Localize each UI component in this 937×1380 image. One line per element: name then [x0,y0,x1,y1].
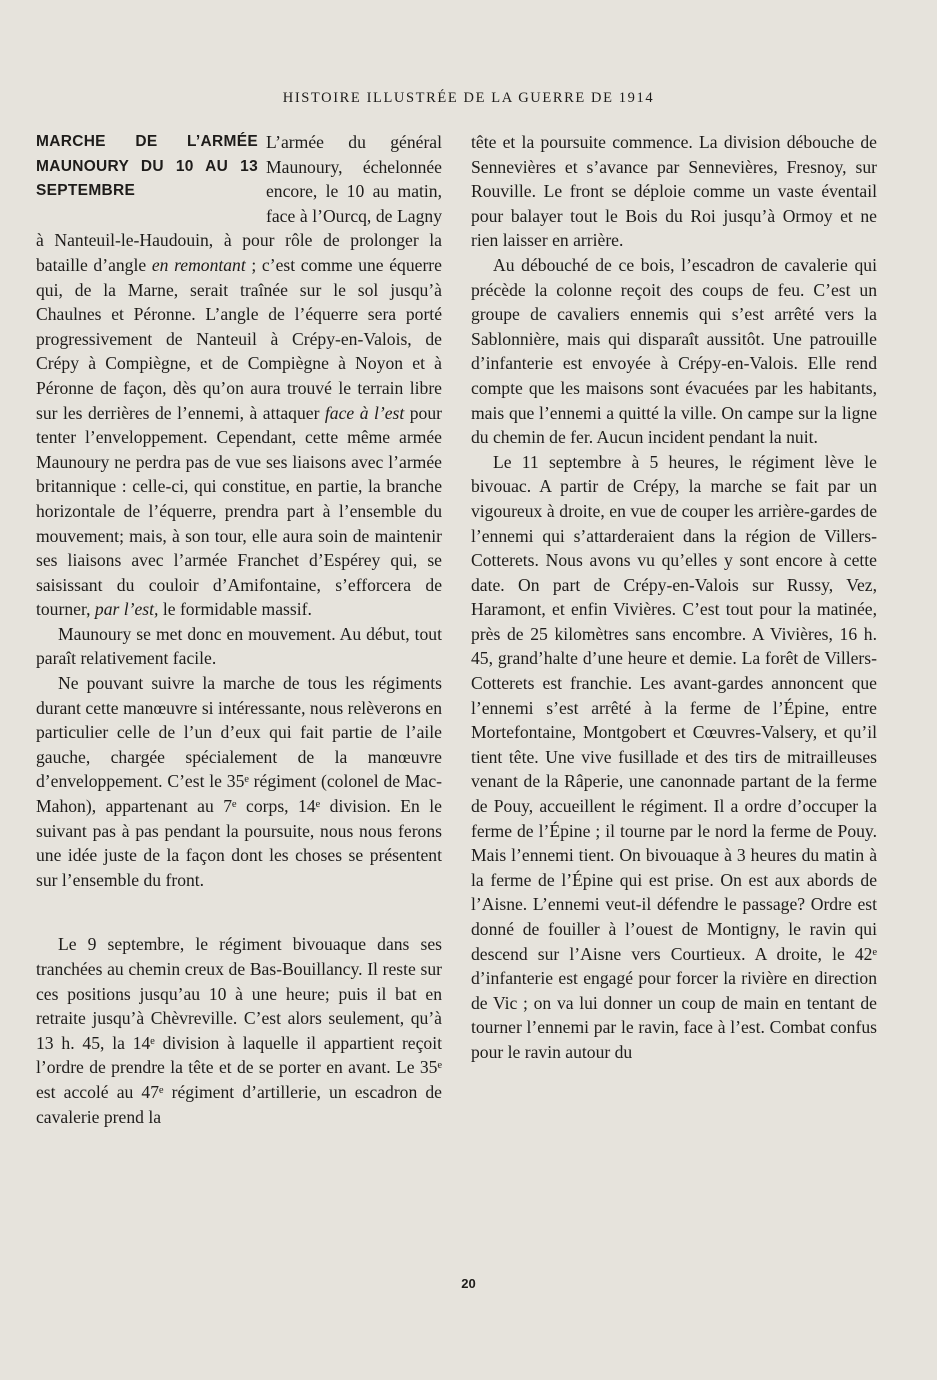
section-title: MARCHE DE L’ARMÉE MAUNOURY DU 10 AU 13 SEPTEMBRE [36,133,258,200]
emphasis: en remontant [151,254,246,275]
paragraph: tête et la poursuite commence. La division débouche de Sennevières et s’avance par Sennevières, Fresnoy, sur Rouville. Le front se déploie comme un vaste éventail pour balayer tout le Bois du Roi jusqu’à Ormoy et ne rien laisser en arrière. [471,132,877,251]
running-header: HISTOIRE ILLUSTRÉE DE LA GUERRE DE 1914 [282,90,655,106]
paragraph: Le 9 septembre, le régiment bivouaque dans ses tranchées au chemin creux de Bas-Bouillancy. Il reste sur ces positions jusqu’au 10 à une heure; puis il bat en retraite jusqu’à Chèvreville. C’est alors seulement, qu’à 13 h. 45, la 14ᵉ division à laquelle il appartient reçoit l’ordre de prendre la tête et de se porter en avant. Le 35ᵉ est accolé au 47ᵉ régiment d’artillerie, un escadron de cavalerie prend la [36,934,442,1127]
paragraph: Ne pouvant suivre la marche de tous les régiments durant cette manœuvre si intéressante, nous relèverons en particulier celle de l’un d’eux qui fait partie de l’aile gauche, chargée spécialement de la manœuvre d’enveloppement. C’est le 35ᵉ régiment (colonel de Mac-Mahon), appartenant au 7ᵉ corps, 14ᵉ division. En le suivant pas à pas pendant la poursuite, nous nous ferons une idée juste de la façon dont les choses se présentent sur l’ensemble du front. [36,673,442,890]
section-gap [36,892,442,932]
paragraph: Au débouché de ce bois, l’escadron de cavalerie qui précède la colonne reçoit des coups de feu. C’est un groupe de cavaliers ennemis qui s’est arrêté vers la Sablonnière, mais qui disparaît aussitôt. Une patrouille d’infanterie est envoyée à Crépy-en-Valois. Elle rend compte que les maisons sont évacuées par les habitants, mais que l’ennemi a quitté la ville. On campe sur la ligne du chemin de fer. Aucun incident pendant la nuit. [471,254,877,448]
right-column [471,130,877,1065]
paragraph: Le 11 septembre à 5 heures, le régiment lève le bivouac. A partir de Crépy, la marche se fait par un vigoureux à droite, en vue de couper les arrière-gardes de l’ennemi qui s’attarderaient dans la région de Villers-Cotterets. Nous avons vu qu’elles y sont encore à cette date. On part de Crépy-en-Valois sur Russy, Vez, Haramont, et enfin Vivières. C’est tout pour la matinée, près de 25 kilomètres sans encombre. A Vivières, 16 h. 45, grand’halte d’une heure et demie. La forêt de Villers-Cotterets est franchie. Les avant-gardes annoncent que l’ennemi s’est arrêté à la ferme de l’Épine, entre Mortefontaine, Montgobert et Cœuvres-Valsery, et qu’il tient tête. Une vive fusillade et des tirs de mitrailleuses venant de la Râperie, une canonnade partant de la ferme de Pouy, accueillent le régiment. Il a ordre d’occuper la ferme de l’Épine ; il tourne par le nord la ferme de Pouy. Mais l’ennemi tient. On bivouaque à 3 heures du matin à la ferme de l’Épine qui est prise. On est aux abords de l’Aisne. L’ennemi veut-il défendre le passage? Ordre est donné de fouiller à l’ouest de Montigny, le ravin qui descend sur l’Aisne vers Courtieux. A droite, le 42ᵉ d’infanterie est engagé pour forcer la rivière en direction de Vic ; on va lui donner un coup de main en tentant de tourner l’ennemi par le ravin, face à l’est. Combat confus pour le ravin autour du [471,451,877,1062]
emphasis: face à l’est [324,402,405,423]
emphasis: par l’est, [94,599,159,620]
paragraph: Maunoury se met donc en mouvement. Au début, tout paraît relativement facile. [36,623,442,669]
page-number: 20 [461,1276,476,1291]
left-column [36,130,442,1129]
paragraph: L’armée du général Maunoury, échelonnée encore, le 10 au matin, face à l’Ourcq, de Lagny à Nanteuil-le-Haudouin, à pour rôle de prolonger la bataille d’angle en remontant ; c’est comme une équerre qui, de la Marne, serait traînée sur le sol jusqu’à Chaulnes et Péronne. L’angle de l’équerre sera porté progressivement de Nanteuil à Crépy-en-Valois, de Crépy à Compiègne, et de Compiègne à Noyon et à Péronne de façon, dès qu’on aura trouvé le terrain libre sur les derrières de l’ennemi, à attaquer face à l’est pour tenter l’enveloppement. Cependant, cette même armée Maunoury ne perdra pas de vue ses liaisons avec l’armée britannique : celle-ci, qui constitue, en partie, la branche horizontale de l’équerre, prendra part à l’ensemble du mouvement; mais, à son tour, elle aura soin de maintenir ses liaisons avec l’armée Franchet d’Espérey qui, se saisissant du couloir d’Amifontaine, s’efforcera de tourner, par l’est, le formidable massif. [36,132,442,620]
